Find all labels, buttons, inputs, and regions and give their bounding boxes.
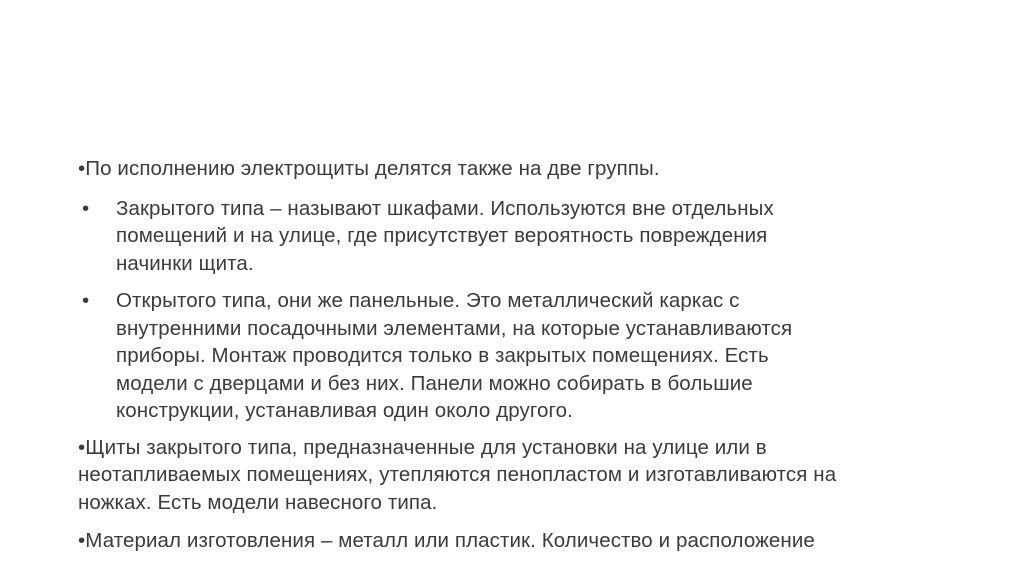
line: [78, 527, 978, 555]
sub-bullet-open-type: [78, 287, 978, 425]
line: внутренними посадочными элементами, на которые устанавливаются: [116, 316, 793, 340]
bullet-icon: •: [78, 529, 86, 552]
bullet-icon: •: [82, 289, 90, 312]
line: конструкции, устанавливая один около другого.: [116, 399, 573, 422]
line: неотапливаемых помещениях, утепляются пенопластом и изготавливаются на: [78, 463, 837, 486]
line: начинки щита.: [116, 251, 254, 275]
sub-bullet-closed-type: [78, 195, 978, 278]
paragraph-material: [78, 527, 978, 555]
paragraph-text: По исполнению электрощиты делятся также на две группы.: [85, 157, 660, 180]
line-text: Материал изготовления – металл или пластик. Количество и расположение: [85, 529, 815, 552]
paragraph-execution-groups: [78, 155, 978, 183]
bullet-icon: •: [78, 157, 86, 180]
line: приборы. Монтаж проводится только в закрытых помещениях. Есть: [116, 344, 769, 367]
line-text: Щиты закрытого типа, предназначенные для установки на улице или в: [85, 435, 767, 459]
line: помещений и на улице, где присутствует вероятность повреждения: [116, 224, 768, 247]
line: модели с дверцами и без них. Панели можно собирать в большие: [116, 371, 753, 395]
bullet-icon: •: [78, 435, 86, 459]
line: Открытого типа, они же панельные. Это металлический каркас с: [116, 289, 740, 312]
slide-body: [78, 155, 978, 555]
line: ножках. Есть модели навесного типа.: [78, 490, 438, 514]
bullet-icon: •: [82, 196, 90, 220]
line: Закрытого типа – называют шкафами. Используются вне отдельных: [116, 196, 774, 220]
paragraph-outdoor-shields: [78, 434, 978, 517]
line: [78, 434, 978, 462]
